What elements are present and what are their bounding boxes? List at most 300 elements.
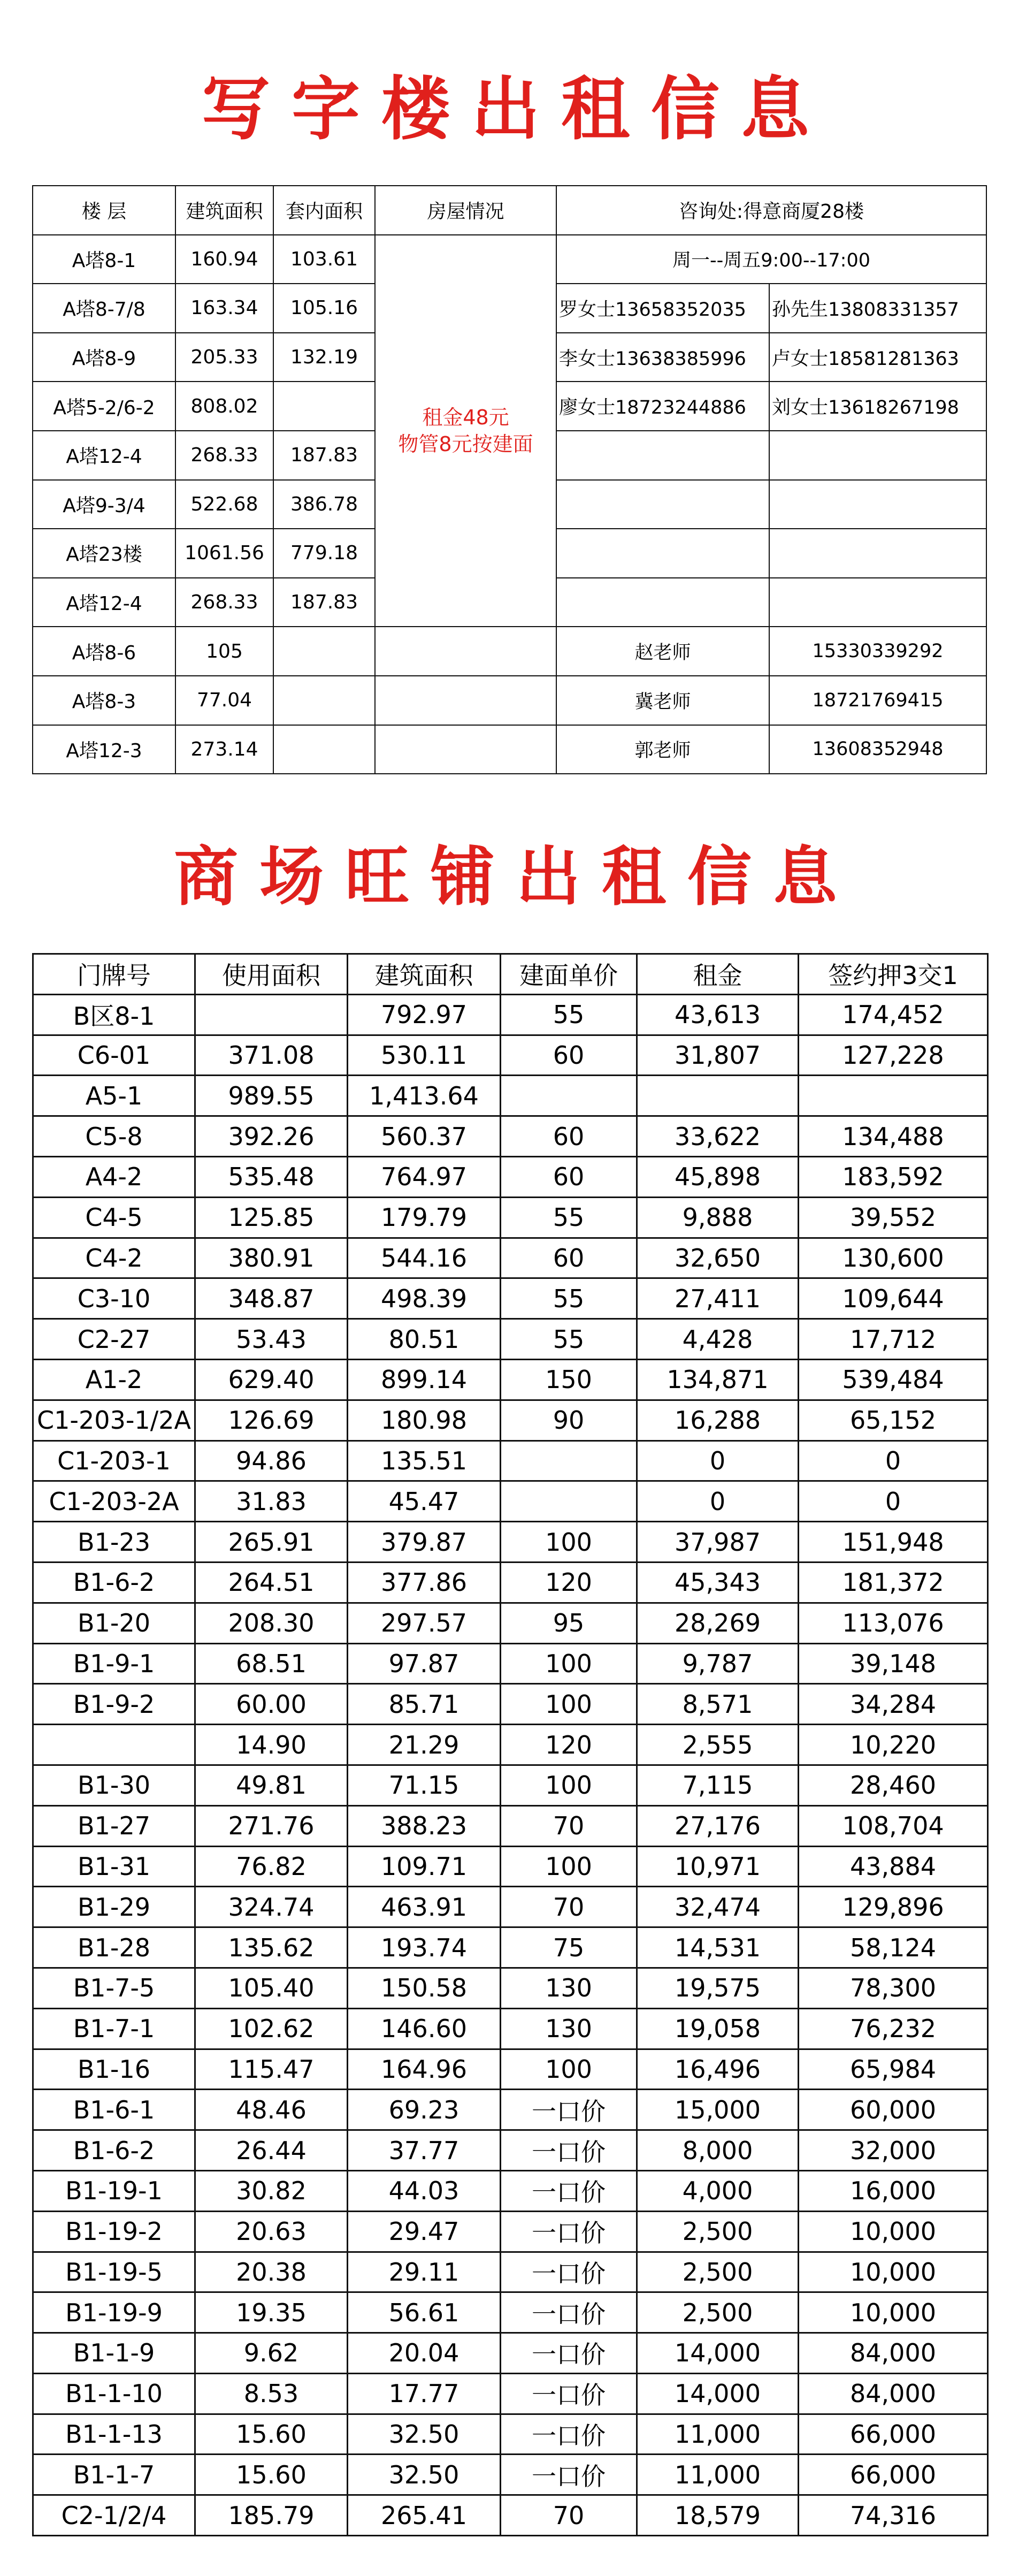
deposit-total: 10,220 <box>799 1725 988 1765</box>
build-area: 109.71 <box>348 1846 501 1887</box>
rent: 7,115 <box>637 1765 799 1805</box>
table-row <box>33 1643 988 1684</box>
rent: 4,428 <box>637 1319 799 1360</box>
unit-price: 一口价 <box>501 2170 637 2211</box>
unit-price: 55 <box>501 1197 637 1238</box>
deposit-total: 78,300 <box>799 1968 988 2008</box>
unit-number: A塔23楼 <box>33 529 175 578</box>
unit-number: A塔9-3/4 <box>33 480 175 529</box>
unit-number: B1-19-1 <box>33 2170 195 2211</box>
build-area: 265.41 <box>348 2495 501 2536</box>
shop-header-row <box>33 954 988 995</box>
inner-area: 103.61 <box>273 235 375 284</box>
office-rental-table <box>32 185 987 774</box>
unit-number: B1-19-2 <box>33 2211 195 2252</box>
build-area: 56.61 <box>348 2292 501 2333</box>
table-row <box>33 1400 988 1441</box>
unit-price: 60 <box>501 1156 637 1197</box>
unit-number: B1-1-7 <box>33 2455 195 2495</box>
unit-number: C6-01 <box>33 1035 195 1076</box>
unit-price: 60 <box>501 1116 637 1157</box>
header-consult: 咨询处:得意商厦28楼 <box>556 186 986 235</box>
inner-area <box>273 627 375 676</box>
table-row <box>33 1035 988 1076</box>
usable-area: 9.62 <box>195 2333 348 2374</box>
deposit-total: 60,000 <box>799 2090 988 2130</box>
build-area: 1,413.64 <box>348 1076 501 1116</box>
unit-price: 100 <box>501 1846 637 1887</box>
management-fee: 物管8元按建面 <box>398 432 533 456</box>
build-area: 164.96 <box>348 2049 501 2090</box>
unit-number: B1-1-9 <box>33 2333 195 2374</box>
build-area: 45.47 <box>348 1481 501 1522</box>
unit-number: A塔8-3 <box>33 676 175 725</box>
table-row <box>33 1481 988 1522</box>
unit-price: 一口价 <box>501 2373 637 2414</box>
header-unit-price: 建面单价 <box>501 954 637 995</box>
office-rental-title: 写字楼出租信息 <box>201 70 831 149</box>
unit-price: 70 <box>501 2495 637 2536</box>
contact: 卢女士18581281363 <box>769 333 986 382</box>
unit-number: B1-1-10 <box>33 2373 195 2414</box>
deposit-total: 65,152 <box>799 1400 988 1441</box>
unit-number: C1-203-2A <box>33 1481 195 1522</box>
table-row <box>33 1076 988 1116</box>
usable-area: 20.38 <box>195 2252 348 2292</box>
unit-number: A塔12-3 <box>33 725 175 774</box>
deposit-total: 58,124 <box>799 1927 988 1968</box>
usable-area: 185.79 <box>195 2495 348 2536</box>
build-area: 792.97 <box>348 994 501 1035</box>
deposit-total: 16,000 <box>799 2170 988 2211</box>
usable-area: 53.43 <box>195 1319 348 1360</box>
table-row <box>33 1319 988 1360</box>
unit-number: A5-1 <box>33 1076 195 1116</box>
deposit-total: 76,232 <box>799 2008 988 2049</box>
build-area: 146.60 <box>348 2008 501 2049</box>
rent-price: 租金48元 <box>422 405 509 429</box>
table-row <box>33 2455 988 2495</box>
deposit-total: 10,000 <box>799 2292 988 2333</box>
table-row <box>33 676 986 725</box>
rent: 27,411 <box>637 1278 799 1319</box>
unit-price: 120 <box>501 1562 637 1603</box>
build-area: 544.16 <box>348 1238 501 1278</box>
unit-number: B1-28 <box>33 1927 195 1968</box>
deposit-total: 127,228 <box>799 1035 988 1076</box>
build-area: 560.37 <box>348 1116 501 1157</box>
rent: 11,000 <box>637 2455 799 2495</box>
deposit-total: 108,704 <box>799 1805 988 1846</box>
unit-price: 60 <box>501 1238 637 1278</box>
empty-cell <box>769 431 986 480</box>
build-area: 32.50 <box>348 2414 501 2455</box>
unit-price: 55 <box>501 1278 637 1319</box>
header-rent: 租金 <box>637 954 799 995</box>
build-area: 32.50 <box>348 2455 501 2495</box>
teacher-phone: 18721769415 <box>769 676 986 725</box>
unit-number: C1-203-1/2A <box>33 1400 195 1441</box>
rent: 134,871 <box>637 1359 799 1400</box>
usable-area: 94.86 <box>195 1441 348 1481</box>
usable-area: 265.91 <box>195 1522 348 1563</box>
inner-area: 187.83 <box>273 578 375 627</box>
rent: 9,888 <box>637 1197 799 1238</box>
usable-area: 271.76 <box>195 1805 348 1846</box>
usable-area: 20.63 <box>195 2211 348 2252</box>
unit-number: C4-2 <box>33 1238 195 1278</box>
table-row <box>33 2414 988 2455</box>
inner-area: 386.78 <box>273 480 375 529</box>
unit-number: B1-16 <box>33 2049 195 2090</box>
contact: 孙先生13808331357 <box>769 284 986 333</box>
unit-price: 一口价 <box>501 2455 637 2495</box>
table-row <box>33 1603 988 1643</box>
deposit-total <box>799 1076 988 1116</box>
build-area: 1061.56 <box>175 529 273 578</box>
contact: 李女士13638385996 <box>556 333 769 382</box>
usable-area: 48.46 <box>195 2090 348 2130</box>
header-floor: 楼 层 <box>33 186 175 235</box>
contact: 罗女士13658352035 <box>556 284 769 333</box>
shop-rental-title: 商场旺铺出租信息 <box>174 840 859 914</box>
unit-number: B1-31 <box>33 1846 195 1887</box>
rent: 37,987 <box>637 1522 799 1563</box>
deposit-total: 134,488 <box>799 1116 988 1157</box>
table-row <box>33 1805 988 1846</box>
unit-price: 一口价 <box>501 2333 637 2374</box>
inner-area: 132.19 <box>273 333 375 382</box>
deposit-total: 539,484 <box>799 1359 988 1400</box>
build-area: 764.97 <box>348 1156 501 1197</box>
rent: 28,269 <box>637 1603 799 1643</box>
table-row <box>33 1887 988 1927</box>
build-area: 44.03 <box>348 2170 501 2211</box>
unit-price: 100 <box>501 1643 637 1684</box>
rent: 19,058 <box>637 2008 799 2049</box>
empty-cell <box>556 578 769 627</box>
usable-area: 31.83 <box>195 1481 348 1522</box>
deposit-total: 65,984 <box>799 2049 988 2090</box>
empty-cell <box>375 725 556 774</box>
unit-price: 70 <box>501 1887 637 1927</box>
build-area: 205.33 <box>175 333 273 382</box>
build-area: 21.29 <box>348 1725 501 1765</box>
build-area: 268.33 <box>175 431 273 480</box>
build-area: 69.23 <box>348 2090 501 2130</box>
rent: 27,176 <box>637 1805 799 1846</box>
rent: 2,500 <box>637 2211 799 2252</box>
unit-number: B1-27 <box>33 1805 195 1846</box>
usable-area: 126.69 <box>195 1400 348 1441</box>
teacher-name: 郭老师 <box>556 725 769 774</box>
usable-area: 392.26 <box>195 1116 348 1157</box>
header-deposit: 签约押3交1 <box>799 954 988 995</box>
unit-number: B1-9-2 <box>33 1684 195 1725</box>
contact: 廖女士18723244886 <box>556 382 769 431</box>
table-row <box>33 2373 988 2414</box>
table-row <box>33 2333 988 2374</box>
unit-number: B1-20 <box>33 1603 195 1643</box>
rent: 16,496 <box>637 2049 799 2090</box>
unit-number: B1-19-5 <box>33 2252 195 2292</box>
unit-price: 100 <box>501 1765 637 1805</box>
rent: 16,288 <box>637 1400 799 1441</box>
empty-cell <box>556 529 769 578</box>
rent: 45,898 <box>637 1156 799 1197</box>
rent: 15,000 <box>637 2090 799 2130</box>
deposit-total: 34,284 <box>799 1684 988 1725</box>
rent: 4,000 <box>637 2170 799 2211</box>
shop-rental-table <box>32 953 989 2536</box>
unit-price <box>501 1481 637 1522</box>
unit-number: B1-6-1 <box>33 2090 195 2130</box>
table-row <box>33 1238 988 1278</box>
build-area: 388.23 <box>348 1805 501 1846</box>
table-row <box>33 1197 988 1238</box>
table-row <box>33 725 986 774</box>
usable-area: 125.85 <box>195 1197 348 1238</box>
unit-price: 75 <box>501 1927 637 1968</box>
unit-number: B区8-1 <box>33 994 195 1035</box>
header-inner-area: 套内面积 <box>273 186 375 235</box>
unit-number: B1-29 <box>33 1887 195 1927</box>
inner-area: 187.83 <box>273 431 375 480</box>
table-row <box>33 2292 988 2333</box>
unit-price <box>501 1076 637 1116</box>
usable-area: 15.60 <box>195 2455 348 2495</box>
unit-number: B1-9-1 <box>33 1643 195 1684</box>
unit-number: A4-2 <box>33 1156 195 1197</box>
build-area: 37.77 <box>348 2130 501 2171</box>
inner-area: 105.16 <box>273 284 375 333</box>
teacher-phone: 13608352948 <box>769 725 986 774</box>
build-area: 85.71 <box>348 1684 501 1725</box>
unit-number: C4-5 <box>33 1197 195 1238</box>
unit-number: A塔5-2/6-2 <box>33 382 175 431</box>
office-hours: 周一--周五9:00--17:00 <box>556 235 986 284</box>
table-row <box>33 1846 988 1887</box>
build-area: 135.51 <box>348 1441 501 1481</box>
table-row <box>33 2130 988 2171</box>
rent: 8,000 <box>637 2130 799 2171</box>
table-row <box>33 1562 988 1603</box>
unit-price: 60 <box>501 1035 637 1076</box>
empty-cell <box>769 480 986 529</box>
rent: 10,971 <box>637 1846 799 1887</box>
deposit-total: 43,884 <box>799 1846 988 1887</box>
rent: 32,474 <box>637 1887 799 1927</box>
header-usable-area: 使用面积 <box>195 954 348 995</box>
deposit-total: 151,948 <box>799 1522 988 1563</box>
unit-price: 120 <box>501 1725 637 1765</box>
inner-area <box>273 725 375 774</box>
build-area: 29.47 <box>348 2211 501 2252</box>
unit-number: A塔12-4 <box>33 578 175 627</box>
build-area: 268.33 <box>175 578 273 627</box>
usable-area: 535.48 <box>195 1156 348 1197</box>
rent: 9,787 <box>637 1643 799 1684</box>
empty-cell <box>769 529 986 578</box>
unit-number: C1-203-1 <box>33 1441 195 1481</box>
usable-area: 102.62 <box>195 2008 348 2049</box>
unit-number: B1-19-9 <box>33 2292 195 2333</box>
unit-number: C5-8 <box>33 1116 195 1157</box>
usable-area: 348.87 <box>195 1278 348 1319</box>
usable-area: 14.90 <box>195 1725 348 1765</box>
contact: 刘女士13618267198 <box>769 382 986 431</box>
usable-area: 264.51 <box>195 1562 348 1603</box>
usable-area: 30.82 <box>195 2170 348 2211</box>
build-area: 80.51 <box>348 1319 501 1360</box>
unit-price: 一口价 <box>501 2090 637 2130</box>
table-row <box>33 1765 988 1805</box>
unit-price: 55 <box>501 1319 637 1360</box>
rent: 2,555 <box>637 1725 799 1765</box>
teacher-name: 冀老师 <box>556 676 769 725</box>
unit-price: 95 <box>501 1603 637 1643</box>
table-row <box>33 2049 988 2090</box>
unit-price: 55 <box>501 994 637 1035</box>
table-row <box>33 994 988 1035</box>
build-area: 160.94 <box>175 235 273 284</box>
inner-area: 779.18 <box>273 529 375 578</box>
build-area: 179.79 <box>348 1197 501 1238</box>
usable-area: 380.91 <box>195 1238 348 1278</box>
empty-cell <box>556 431 769 480</box>
usable-area: 76.82 <box>195 1846 348 1887</box>
deposit-total: 32,000 <box>799 2130 988 2171</box>
rent: 31,807 <box>637 1035 799 1076</box>
deposit-total: 174,452 <box>799 994 988 1035</box>
deposit-total: 181,372 <box>799 1562 988 1603</box>
unit-price: 150 <box>501 1359 637 1400</box>
usable-area: 68.51 <box>195 1643 348 1684</box>
table-row <box>33 2008 988 2049</box>
table-row <box>33 2211 988 2252</box>
build-area: 463.91 <box>348 1887 501 1927</box>
build-area: 522.68 <box>175 480 273 529</box>
usable-area: 115.47 <box>195 2049 348 2090</box>
deposit-total: 28,460 <box>799 1765 988 1805</box>
deposit-total: 10,000 <box>799 2211 988 2252</box>
unit-number: B1-1-13 <box>33 2414 195 2455</box>
usable-area: 105.40 <box>195 1968 348 2008</box>
table-row <box>33 1968 988 2008</box>
deposit-total: 84,000 <box>799 2333 988 2374</box>
table-row <box>33 1441 988 1481</box>
rent: 0 <box>637 1481 799 1522</box>
rent: 19,575 <box>637 1968 799 2008</box>
rent: 32,650 <box>637 1238 799 1278</box>
unit-number: C2-27 <box>33 1319 195 1360</box>
deposit-total: 129,896 <box>799 1887 988 1927</box>
header-build-area: 建筑面积 <box>175 186 273 235</box>
unit-number: B1-7-1 <box>33 2008 195 2049</box>
build-area: 163.34 <box>175 284 273 333</box>
unit-price: 70 <box>501 1805 637 1846</box>
table-row <box>33 1116 988 1157</box>
rent: 14,000 <box>637 2373 799 2414</box>
header-build-area: 建筑面积 <box>348 954 501 995</box>
usable-area: 208.30 <box>195 1603 348 1643</box>
deposit-total: 39,148 <box>799 1643 988 1684</box>
rent: 14,000 <box>637 2333 799 2374</box>
unit-number: B1-30 <box>33 1765 195 1805</box>
deposit-total: 183,592 <box>799 1156 988 1197</box>
usable-area: 371.08 <box>195 1035 348 1076</box>
build-area: 77.04 <box>175 676 273 725</box>
deposit-total: 39,552 <box>799 1197 988 1238</box>
unit-number: A1-2 <box>33 1359 195 1400</box>
inner-area <box>273 676 375 725</box>
empty-cell <box>375 627 556 676</box>
deposit-total: 0 <box>799 1481 988 1522</box>
build-area: 377.86 <box>348 1562 501 1603</box>
unit-price: 130 <box>501 2008 637 2049</box>
deposit-total: 84,000 <box>799 2373 988 2414</box>
build-area: 71.15 <box>348 1765 501 1805</box>
build-area: 29.11 <box>348 2252 501 2292</box>
build-area: 530.11 <box>348 1035 501 1076</box>
rent-info <box>375 235 556 627</box>
table-row <box>33 2252 988 2292</box>
inner-area <box>273 382 375 431</box>
usable-area: 49.81 <box>195 1765 348 1805</box>
unit-number <box>33 1725 195 1765</box>
build-area: 297.57 <box>348 1603 501 1643</box>
unit-number: B1-6-2 <box>33 2130 195 2171</box>
deposit-total: 17,712 <box>799 1319 988 1360</box>
deposit-total: 113,076 <box>799 1603 988 1643</box>
rent: 0 <box>637 1441 799 1481</box>
deposit-total: 0 <box>799 1441 988 1481</box>
deposit-total: 66,000 <box>799 2455 988 2495</box>
header-house-info: 房屋情况 <box>375 186 556 235</box>
unit-price: 一口价 <box>501 2292 637 2333</box>
unit-price: 一口价 <box>501 2130 637 2171</box>
build-area: 808.02 <box>175 382 273 431</box>
usable-area <box>195 994 348 1035</box>
deposit-total: 109,644 <box>799 1278 988 1319</box>
rent: 45,343 <box>637 1562 799 1603</box>
rent: 43,613 <box>637 994 799 1035</box>
rent: 14,531 <box>637 1927 799 1968</box>
unit-price: 一口价 <box>501 2211 637 2252</box>
build-area: 498.39 <box>348 1278 501 1319</box>
unit-number: A塔8-6 <box>33 627 175 676</box>
usable-area: 8.53 <box>195 2373 348 2414</box>
table-row <box>33 627 986 676</box>
usable-area: 60.00 <box>195 1684 348 1725</box>
build-area: 193.74 <box>348 1927 501 1968</box>
build-area: 105 <box>175 627 273 676</box>
build-area: 97.87 <box>348 1643 501 1684</box>
unit-number: C3-10 <box>33 1278 195 1319</box>
usable-area: 19.35 <box>195 2292 348 2333</box>
table-row <box>33 1278 988 1319</box>
build-area: 899.14 <box>348 1359 501 1400</box>
table-row <box>33 1927 988 1968</box>
usable-area: 135.62 <box>195 1927 348 1968</box>
build-area: 273.14 <box>175 725 273 774</box>
unit-number: B1-7-5 <box>33 1968 195 2008</box>
teacher-name: 赵老师 <box>556 627 769 676</box>
table-row <box>33 1725 988 1765</box>
empty-cell <box>769 578 986 627</box>
build-area: 17.77 <box>348 2373 501 2414</box>
empty-cell <box>556 480 769 529</box>
